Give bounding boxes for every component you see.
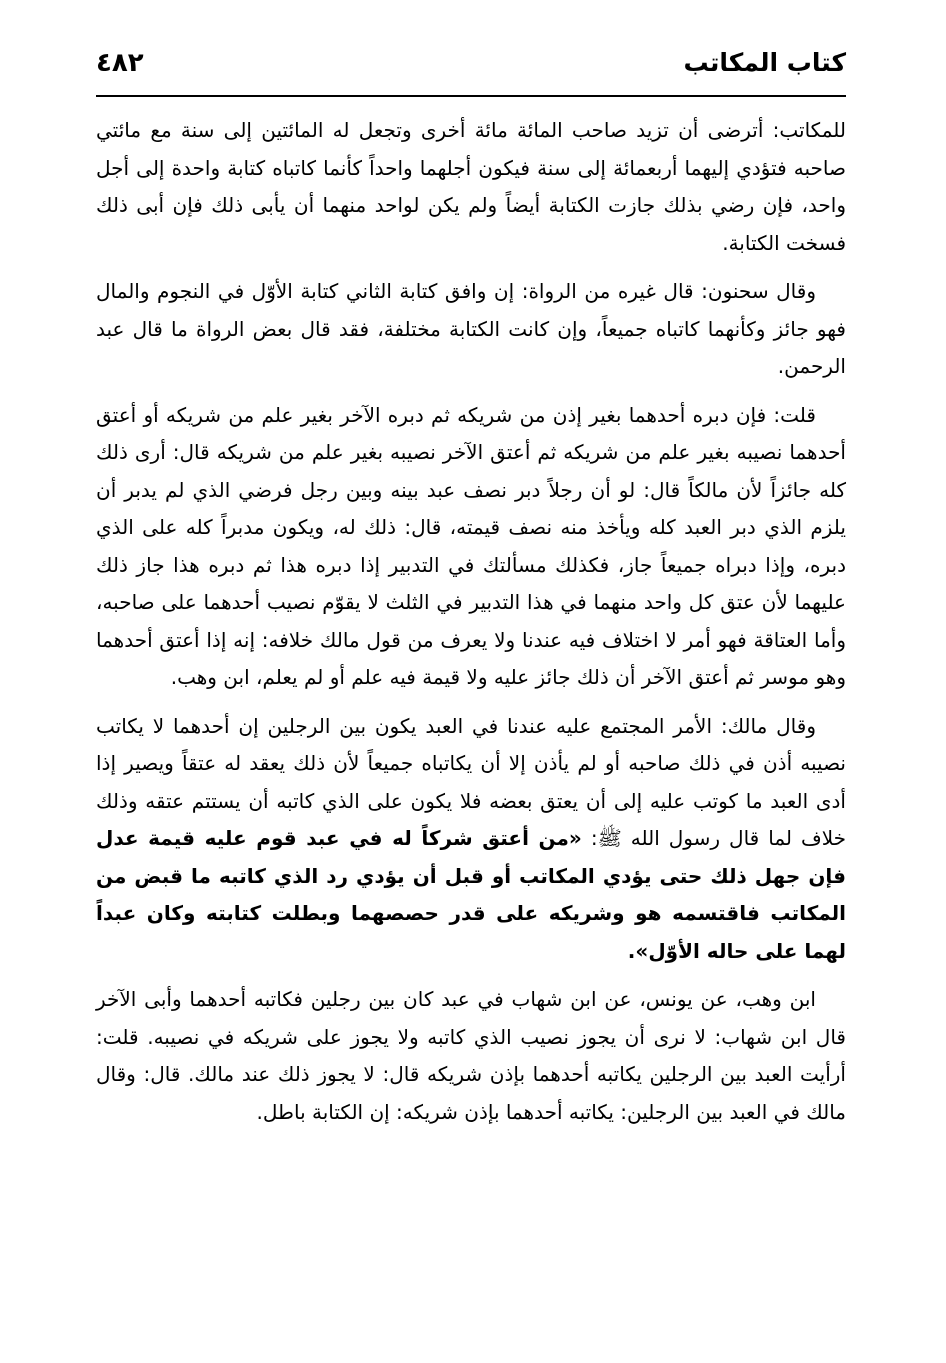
body-text — [96, 112, 846, 1131]
paragraph-4 — [96, 708, 846, 971]
header-rule — [96, 95, 846, 97]
book-page — [96, 40, 846, 1340]
paragraph-4-text: وقال مالك: الأمر المجتمع عليه عندنا في العبد يكون بين الرجلين إن أحدهما لا يكاتب نصيبه أذن في ذلك صاحبه أو لم يأذن إلا أن يكاتباه جميعاً لأن ذلك يعقد له عتقاً ويصير إذا أدى العبد ما كوتب عليه إلى أن يعتق بعضه فلا يكون على الذي كاتبه أن يستتم عتقه وذلك خلاف لما قال رسول الله ﷺ: — [96, 713, 847, 850]
paragraph-3: قلت: فإن دبره أحدهما بغير إذن من شريكه ثم دبره الآخر بغير علم من شريكه أو أعتق أحدهما نصيبه بغير علم من شريكه ثم أعتق الآخر نصيبه بغير علم من شريكه قال: أرى ذلك كله جائزاً لأن مالكاً قال: لو أن رجلاً دبر نصف عبد بينه وبين رجل فرضي الذي لم يدبر أن يلزم الذي دبر العبد كله ويأخذ منه نصف قيمته، قال: ذلك له، ويكون مدبراً كله على الذي دبره، وإذا دبراه جميعاً جاز، فكذلك مسألتك في التدبير إذا دبره هذا ثم دبره هذا جاز ذلك عليهما لأن عتق كل واحد منهما في هذا التدبير في الثلث لا يقوّم نصيب أحدهما على صاحبه، وأما العتاقة فهو أمر لا اختلاف فيه عندنا ولا يعرف من قول مالك خلافه: إنه إذا أعتق أحدهما وهو موسر ثم أعتق الآخر أن ذلك جائز عليه ولا قيمة فيه علم أو لم يعلم، ابن وهب. — [96, 402, 846, 689]
running-title: كتاب المكاتب — [683, 48, 846, 77]
paragraph-2: وقال سحنون: قال غيره من الرواة: إن وافق كتابة الثاني كتابة الأوّل في النجوم والمال فهو جائز وكأنهما كاتباه جميعاً، وإن كانت الكتابة مختلفة، فقد قال بعض الرواة ما قال عبد الرحمن. — [96, 279, 846, 378]
hadith-quote: «من أعتق شركاً له في عبد قوم عليه قيمة عدل فإن جهل ذلك حتى يؤدي المكاتب أو قبل أن يؤدي رد الذي كاتبه ما قبض من المكاتب فاقتسمه هو وشريكه على قدر حصصهما وبطلت كتابته وكان عبداً لهما على حاله الأوّل». — [96, 826, 846, 963]
paragraph-5: ابن وهب، عن يونس، عن ابن شهاب في عبد كان بين رجلين فكاتبه أحدهما وأبى الآخر قال ابن شهاب: لا نرى أن يجوز نصيب الذي كاتبه ولا يجوز على شريكه في نصيبه. قلت: أرأيت العبد بين الرجلين يكاتبه أحدهما بإذن شريكه قال: لا يجوز ذلك عند مالك. قال: وقال مالك في العبد بين الرجلين: يكاتبه أحدهما بإذن شريكه: إن الكتابة باطل. — [96, 987, 846, 1124]
running-head — [96, 40, 846, 88]
page-number: ٤٨٢ — [96, 48, 144, 78]
paragraph-1: للمكاتب: أترضى أن تزيد صاحب المائة مائة أخرى وتجعل له المائتين إلى سنة مع مائتي صاحبه فتؤدي إليهما أربعمائة إلى سنة فيكون أجلهما واحداً كأنما كاتباه كتابة واحدة إلى أجل واحد، فإن رضي بذلك جازت الكتابة أيضاً ولم يكن لواحد منهما أن يأبى ذلك فإن أبى ذلك فسخت الكتابة. — [96, 118, 846, 255]
